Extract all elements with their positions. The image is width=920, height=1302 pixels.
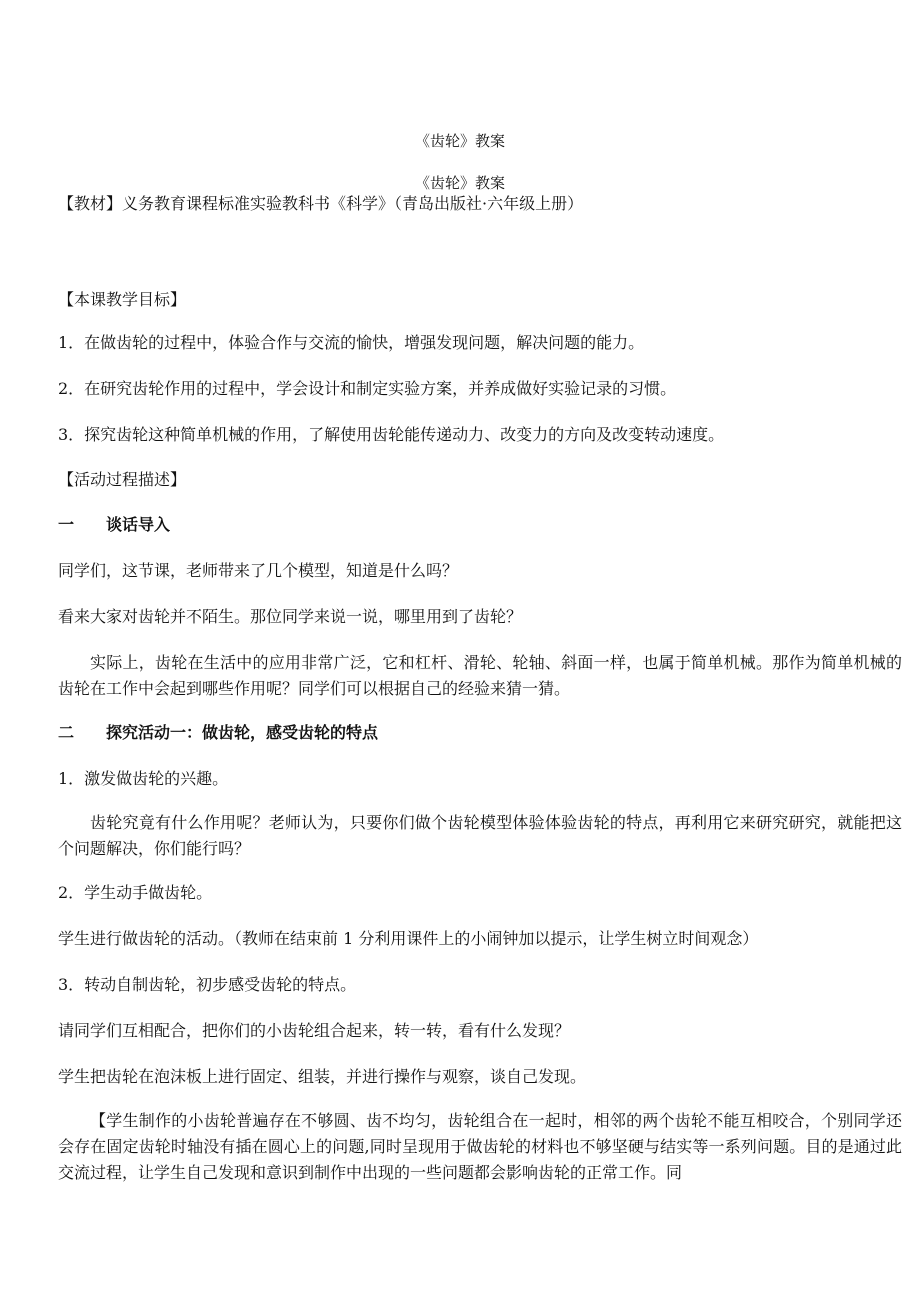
section1-line: 看来大家对齿轮并不陌生。那位同学来说一说，哪里用到了齿轮？ [58,607,523,626]
section1-number: 一 [58,515,75,534]
section1-paragraph: 实际上，齿轮在生活中的应用非常广泛，它和杠杆、滑轮、轮轴、斜面一样，也属于简单机械。那作为简单机械的齿轮在工作中会起到哪些作用呢？同学们可以根据自己的经验来猜一猜。 [58,653,902,698]
section2-step3-text: 请同学们互相配合，把你们的小齿轮组合起来，转一转，看有什么发现？ [58,1021,571,1040]
material-line: 【教材】义务教育课程标准实验教科书《科学》（青岛出版社·六年级上册） [58,194,584,213]
section2-step3-text: 学生把齿轮在泡沫板上进行固定、组装，并进行操作与观察，谈自己发现。 [58,1067,587,1086]
section2-step3: 3．转动自制齿轮，初步感受齿轮的特点。 [58,975,357,994]
goal-item: 3．探究齿轮这种简单机械的作用，了解使用齿轮能传递动力、改变力的方向及改变转动速度。 [58,425,725,444]
section2-note: 【学生制作的小齿轮普遍存在不够圆、齿不均匀，齿轮组合在一起时，相邻的两个齿轮不能互相咬合，个别同学还会存在固定齿轮时轴没有插在圆心上的问题,同时呈现用于做齿轮的材料也不够坚硬与结实等一系列问题。目的是通过此交流过程，让学生自己发现和意识到制作中出现的一些问题都会影响齿轮的正常工作。同 [58,1111,902,1182]
document-title: 《齿轮》教案 [414,132,505,150]
goals-heading: 【本课教学目标】 [58,290,187,309]
goal-item: 1．在做齿轮的过程中，体验合作与交流的愉快，增强发现问题，解决问题的能力。 [58,333,645,352]
section1-title: 谈话导入 [106,515,171,534]
section1-heading [58,512,902,538]
section2-step2-text: 学生进行做齿轮的活动。（教师在结束前 1 分利用课件上的小闹钟加以提示，让学生树立时间观念） [58,929,759,948]
section2-step2: 2．学生动手做齿轮。 [58,883,213,902]
goal-item: 2．在研究齿轮作用的过程中，学会设计和制定实验方案，并养成做好实验记录的习惯。 [58,379,677,398]
section2-title: 探究活动一：做齿轮，感受齿轮的特点 [106,723,379,742]
section1-line: 同学们，这节课，老师带来了几个模型，知道是什么吗？ [58,561,459,580]
section2-heading [58,720,902,746]
section2-step1: 1．激发做齿轮的兴趣。 [58,769,229,788]
document-subtitle: 《齿轮》教案 [414,174,505,192]
process-heading: 【活动过程描述】 [58,470,187,489]
section2-step1-text: 齿轮究竟有什么作用呢？老师认为，只要你们做个齿轮模型体验体验齿轮的特点，再利用它来研究研究，就能把这个问题解决，你们能行吗？ [58,813,902,858]
section2-number: 二 [58,723,75,742]
